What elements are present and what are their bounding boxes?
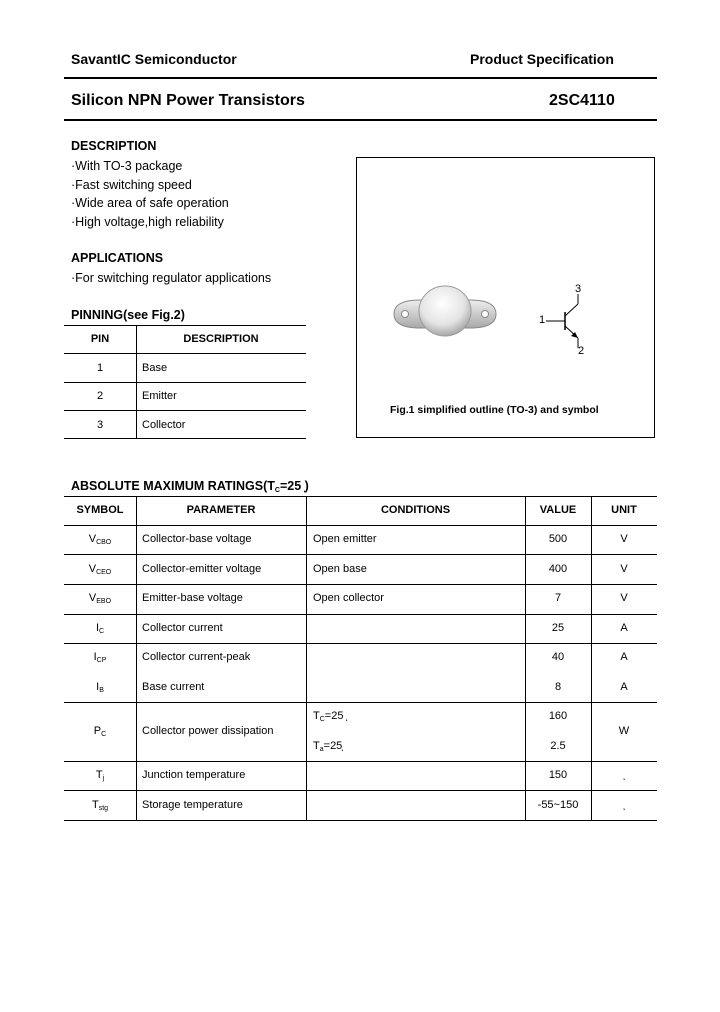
parameter-cell: Collector power dissipation <box>142 725 274 737</box>
unit-column-header: UNIT <box>611 504 637 516</box>
parameter-cell: Collector-emitter voltage <box>142 563 262 575</box>
parameter-cell: Collector current-peak <box>142 651 251 663</box>
conditions-cell: Open base <box>313 563 367 575</box>
parameter-cell: Collector current <box>142 622 223 634</box>
figure-caption: Fig.1 simplified outline (TO-3) and symbol <box>390 404 599 416</box>
unit-cell: A <box>620 622 628 634</box>
symbol-cell: $I_C$ <box>95 622 105 635</box>
value-cell: 160 <box>548 710 568 722</box>
unit-cell: V <box>620 563 628 575</box>
title-rule <box>64 119 657 121</box>
doc-type: Product Specification <box>470 51 614 67</box>
unit-cell: W <box>618 725 630 737</box>
symbol-pin-label: 1 <box>539 314 546 326</box>
parameter-cell: Collector-base voltage <box>142 533 252 545</box>
pin-description: Base <box>142 362 168 374</box>
value-column-header: VALUE <box>539 504 577 516</box>
value-cell: 150 <box>548 769 568 781</box>
symbol-cell: $V_{EBO}$ <box>88 592 112 605</box>
unit-cell: V <box>620 592 628 604</box>
value-cell: 25 <box>551 622 565 634</box>
symbol-cell: $T_j$ <box>95 769 105 782</box>
symbol-cell: $V_{CBO}$ <box>88 533 112 546</box>
conditions-cell: Open emitter <box>313 533 377 545</box>
symbol-pin-label: 3 <box>575 283 582 295</box>
pin-description-column-header: DESCRIPTION <box>183 333 259 345</box>
pin-number: 2 <box>96 390 104 402</box>
value-cell: -55~150 <box>537 799 579 811</box>
symbol-cell: $T_{stg}$ <box>91 799 109 812</box>
unit-cell: A <box>620 651 628 663</box>
value-cell: 7 <box>554 592 562 604</box>
ratings-heading: ABSOLUTE MAXIMUM $RATINGS(T_C=25$ ͅ) <box>71 479 309 494</box>
parameter-column-header: PARAMETER <box>186 504 256 516</box>
symbol-column-header: SYMBOL <box>76 504 124 516</box>
parameter-cell: Storage temperature <box>142 799 243 811</box>
pin-description: Emitter <box>142 390 177 402</box>
symbol-cell: $I_B$ <box>96 681 104 694</box>
conditions-cell: Open collector <box>313 592 384 604</box>
conditions-cell: $T_C=25$ ͅ <box>313 710 347 723</box>
pinning-heading: PINNING(see Fig.2) <box>71 308 185 322</box>
header-rule <box>64 77 657 79</box>
applications-heading: APPLICATIONS <box>71 251 164 265</box>
conditions-cell: $T_a=25ͅ$ <box>313 740 343 753</box>
symbol-cell: $I_{CP}$ <box>93 651 107 664</box>
value-cell: 8 <box>554 681 562 693</box>
symbol-cell: $P_C$ <box>93 725 107 738</box>
parameter-cell: Emitter-base voltage <box>142 592 243 604</box>
value-cell: 2.5 <box>550 740 566 752</box>
pin-number: 3 <box>96 419 104 431</box>
company-name: SavantIC Semiconductor <box>71 51 237 67</box>
to3-package-illustration <box>390 280 500 340</box>
part-number: 2SC4110 <box>549 92 615 109</box>
description-item: ·With TO-3 package <box>71 159 183 173</box>
value-cell: 500 <box>548 533 568 545</box>
pin-description: Collector <box>142 419 186 431</box>
symbol-cell: $V_{CEO}$ <box>88 563 112 576</box>
unit-cell <box>591 769 657 781</box>
unit-cell <box>591 799 657 811</box>
description-item: ·Fast switching speed <box>71 177 192 192</box>
description-list <box>71 157 229 232</box>
parameter-cell: Junction temperature <box>142 769 246 781</box>
parameter-cell: Base current <box>142 681 205 693</box>
pin-column-header: PIN <box>90 333 110 345</box>
value-cell: 400 <box>548 563 568 575</box>
pin-number: 1 <box>96 362 104 374</box>
description-item: ·Wide area of safe operation <box>71 196 229 211</box>
product-line: Silicon NPN Power Transistors <box>71 92 305 109</box>
description-heading: DESCRIPTION <box>71 139 157 153</box>
unit-cell: V <box>620 533 628 545</box>
conditions-column-header: CONDITIONS <box>380 504 451 516</box>
value-cell: 40 <box>551 651 565 663</box>
symbol-pin-label: 2 <box>578 345 585 357</box>
applications-item: ·For switching regulator applications <box>71 271 272 285</box>
description-item: ·High voltage,high reliability <box>71 215 224 230</box>
unit-cell: A <box>620 681 628 693</box>
